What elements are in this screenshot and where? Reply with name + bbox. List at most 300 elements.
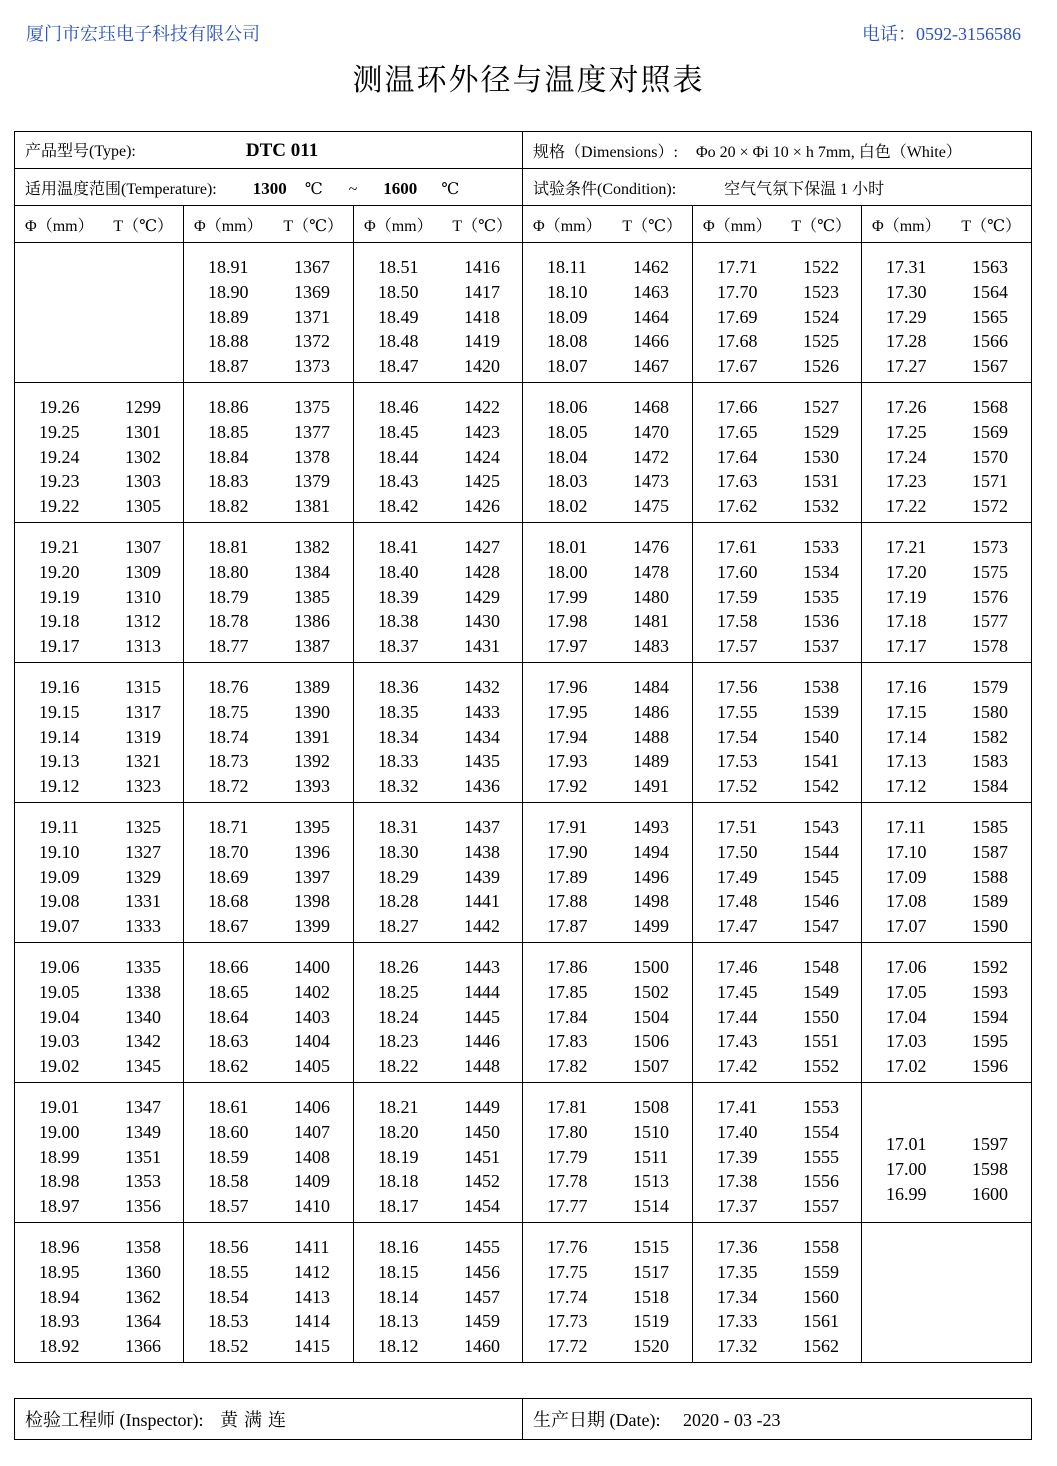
diameter-value: 17.09	[886, 866, 927, 887]
list-item	[523, 1169, 692, 1194]
condition-label: 试验条件(Condition):	[533, 180, 677, 198]
diameter-value: 17.86	[547, 957, 588, 977]
list-item	[354, 535, 522, 560]
diameter-value: 18.78	[208, 611, 249, 632]
list-item	[354, 1145, 522, 1170]
diameter-value: 19.07	[39, 916, 80, 937]
diameter-value: 18.94	[39, 1286, 80, 1307]
list-item	[523, 469, 692, 494]
diameter-value: 17.41	[717, 1097, 758, 1117]
diameter-value: 18.20	[378, 1121, 419, 1142]
list-item	[15, 1260, 183, 1285]
temperature-value: 1507	[633, 1056, 670, 1077]
temperature-value: 1587	[972, 841, 1009, 862]
temperature-value: 1466	[633, 331, 670, 352]
temperature-value: 1590	[972, 916, 1009, 937]
temperature-value: 1595	[972, 1031, 1009, 1052]
list-item	[693, 420, 861, 445]
temperature-value: 1450	[464, 1121, 500, 1142]
diameter-value: 17.11	[886, 817, 926, 837]
temperature-value: 1403	[294, 1006, 330, 1027]
diameter-value: 18.70	[208, 841, 249, 862]
inspector-name: 黄满连	[219, 1410, 292, 1430]
list-item	[354, 980, 522, 1005]
diameter-value: 17.55	[717, 701, 758, 722]
table-cell	[354, 943, 523, 1083]
list-item	[693, 329, 861, 354]
list-item	[184, 1120, 353, 1145]
list-item	[523, 1145, 692, 1170]
diameter-value: 17.35	[717, 1261, 758, 1282]
diameter-value: 18.79	[208, 586, 249, 607]
temperature-value: 1455	[464, 1237, 500, 1257]
table-cell	[862, 383, 1032, 523]
temperature-value: 1307	[125, 537, 161, 557]
diameter-value: 17.36	[717, 1237, 758, 1257]
table-cell	[862, 1223, 1032, 1363]
diameter-value: 18.67	[208, 916, 249, 937]
list-item	[15, 815, 183, 840]
list-item	[693, 255, 861, 280]
list-item	[523, 774, 692, 799]
diameter-value: 19.24	[39, 446, 80, 467]
diameter-value: 18.76	[208, 677, 249, 697]
list-item	[184, 1145, 353, 1170]
diameter-value: 17.65	[717, 421, 758, 442]
list-item	[523, 329, 692, 354]
list-item	[523, 840, 692, 865]
diameter-value: 18.05	[547, 421, 588, 442]
temperature-value: 1538	[803, 677, 840, 697]
temperature-value: 1347	[125, 1097, 161, 1117]
diameter-value: 17.16	[886, 677, 927, 697]
list-item	[15, 1309, 183, 1334]
list-item	[184, 329, 353, 354]
list-item	[862, 255, 1031, 280]
diameter-value: 18.95	[39, 1261, 80, 1282]
temperature-value: 1373	[294, 356, 330, 377]
date-cell	[523, 1399, 1032, 1440]
diameter-value: 17.44	[717, 1006, 758, 1027]
temperature-value: 1448	[464, 1056, 500, 1077]
diameter-value: 17.79	[547, 1146, 588, 1167]
diameter-value: 18.12	[378, 1336, 419, 1357]
temperature-value: 1384	[294, 561, 330, 582]
temperature-value: 1426	[464, 496, 500, 517]
diameter-value: 17.25	[886, 421, 927, 442]
temperature-value: 1502	[633, 981, 670, 1002]
temperature-value: 1358	[125, 1237, 161, 1257]
list-item	[15, 1145, 183, 1170]
diameter-value: 17.98	[547, 611, 588, 632]
list-item	[354, 560, 522, 585]
temp-low: 1300	[252, 178, 287, 198]
table-cell	[15, 523, 184, 663]
list-item	[862, 675, 1031, 700]
diameter-value: 18.72	[208, 776, 249, 797]
diameter-value: 17.78	[547, 1171, 588, 1192]
list-item	[354, 1029, 522, 1054]
table-cell	[15, 663, 184, 803]
temperature-value: 1473	[633, 471, 670, 492]
diameter-value: 17.39	[717, 1146, 758, 1167]
list-item	[15, 749, 183, 774]
diameter-value: 18.32	[378, 776, 419, 797]
diameter-value: 17.59	[717, 586, 758, 607]
column-header-1	[15, 206, 184, 243]
diameter-value: 18.62	[208, 1056, 249, 1077]
temperature-value: 1419	[464, 331, 500, 352]
list-item	[693, 1054, 861, 1079]
diameter-value: 19.14	[39, 726, 80, 747]
diameter-value: 18.17	[378, 1196, 419, 1217]
temperature-value: 1484	[633, 677, 670, 697]
list-item	[354, 1169, 522, 1194]
temperature-value: 1545	[803, 866, 840, 887]
temperature-value: 1345	[125, 1056, 161, 1077]
list-item	[184, 725, 353, 750]
list-item	[184, 469, 353, 494]
diameter-value: 18.08	[547, 331, 588, 352]
list-item	[693, 889, 861, 914]
diameter-value: 17.68	[717, 331, 758, 352]
list-item	[862, 980, 1031, 1005]
diameter-value: 17.75	[547, 1261, 588, 1282]
temperature-value: 1520	[633, 1336, 670, 1357]
temperature-value: 1565	[972, 306, 1009, 327]
temperature-value: 1539	[803, 701, 840, 722]
table-cell	[523, 1223, 693, 1363]
list-item	[693, 609, 861, 634]
temperature-value: 1313	[125, 636, 161, 657]
diameter-header: Φ（mm）	[703, 217, 772, 235]
diameter-value: 17.82	[547, 1056, 588, 1077]
list-item	[184, 865, 353, 890]
spec-cell	[523, 132, 1032, 169]
list-item	[354, 609, 522, 634]
date-value: 2020 - 03 -23	[682, 1410, 781, 1430]
diameter-value: 17.54	[717, 726, 758, 747]
temperature-value: 1435	[464, 751, 500, 772]
table-row	[15, 803, 1032, 943]
list-item	[862, 395, 1031, 420]
temperature-value: 1517	[633, 1261, 670, 1282]
list-item	[354, 914, 522, 939]
temperature-value: 1463	[633, 281, 670, 302]
temperature-value: 1329	[125, 866, 161, 887]
condition-value: 空气气氛下保温 1 小时	[724, 180, 885, 198]
table-cell	[184, 383, 354, 523]
temperature-value: 1530	[803, 446, 840, 467]
temperature-value: 1459	[464, 1311, 500, 1332]
diameter-value: 18.53	[208, 1311, 249, 1332]
temperature-value: 1534	[803, 561, 840, 582]
temperature-value: 1411	[294, 1237, 330, 1257]
diameter-header: Φ（mm）	[25, 217, 94, 235]
temperature-value: 1522	[803, 257, 840, 277]
temperature-value: 1566	[972, 331, 1009, 352]
diameter-value: 17.12	[886, 776, 927, 797]
temperature-value: 1600	[972, 1183, 1009, 1204]
temperature-value: 1468	[633, 397, 670, 417]
list-item	[862, 749, 1031, 774]
table-cell	[862, 523, 1032, 663]
temperature-value: 1593	[972, 981, 1009, 1002]
spec-value: Φo 20 × Φi 10 × h 7mm, 白色（White）	[695, 143, 962, 161]
diameter-value: 17.90	[547, 841, 588, 862]
temperature-value: 1422	[464, 397, 500, 417]
list-item	[354, 329, 522, 354]
temperature-value: 1397	[294, 866, 330, 887]
table-cell	[15, 803, 184, 943]
list-item	[523, 1285, 692, 1310]
temperature-value: 1576	[972, 586, 1009, 607]
diameter-value: 19.20	[39, 561, 80, 582]
temperature-value: 1402	[294, 981, 330, 1002]
diameter-value: 18.26	[378, 957, 419, 977]
temp-unit-high: ℃	[441, 180, 460, 198]
diameter-value: 18.48	[378, 331, 419, 352]
list-item	[693, 280, 861, 305]
list-item	[693, 535, 861, 560]
temperature-value: 1500	[633, 957, 670, 977]
temperature-header: T（℃）	[452, 217, 513, 235]
diameter-value: 17.64	[717, 446, 758, 467]
temperature-value: 1578	[972, 636, 1009, 657]
list-item	[693, 1309, 861, 1334]
temperature-value: 1428	[464, 561, 500, 582]
list-item	[523, 280, 692, 305]
temperature-value: 1543	[803, 817, 840, 837]
diameter-value: 17.92	[547, 776, 588, 797]
diameter-value: 17.61	[717, 537, 758, 557]
list-item	[354, 749, 522, 774]
table-row	[15, 523, 1032, 663]
diameter-value: 18.69	[208, 866, 249, 887]
list-item	[523, 914, 692, 939]
list-item	[693, 1029, 861, 1054]
table-cell	[862, 943, 1032, 1083]
diameter-value: 18.13	[378, 1311, 419, 1332]
list-item	[523, 889, 692, 914]
list-item	[862, 420, 1031, 445]
diameter-value: 18.83	[208, 471, 249, 492]
diameter-value: 17.89	[547, 866, 588, 887]
diameter-value: 18.35	[378, 701, 419, 722]
list-item	[184, 1260, 353, 1285]
temperature-value: 1527	[803, 397, 840, 417]
temperature-value: 1366	[125, 1336, 161, 1357]
phone-number: 电话：0592-3156586	[862, 24, 1021, 44]
diameter-value: 18.44	[378, 446, 419, 467]
column-header-5	[693, 206, 862, 243]
list-item	[693, 1260, 861, 1285]
temperature-value: 1439	[464, 866, 500, 887]
diameter-value: 18.42	[378, 496, 419, 517]
diameter-value: 17.88	[547, 891, 588, 912]
diameter-value: 17.14	[886, 726, 927, 747]
table-cell	[184, 803, 354, 943]
list-item	[354, 1334, 522, 1359]
list-item	[862, 1132, 1031, 1157]
list-item	[184, 1285, 353, 1310]
table-cell	[15, 383, 184, 523]
table-cell	[523, 383, 693, 523]
list-item	[693, 634, 861, 659]
diameter-value: 17.58	[717, 611, 758, 632]
temperature-value: 1379	[294, 471, 330, 492]
list-item	[862, 535, 1031, 560]
list-item	[693, 1005, 861, 1030]
temperature-value: 1321	[125, 751, 161, 772]
list-item	[523, 585, 692, 610]
temperature-value: 1449	[464, 1097, 500, 1117]
diameter-value: 19.25	[39, 421, 80, 442]
diameter-value: 17.49	[717, 866, 758, 887]
temperature-value: 1315	[125, 677, 161, 697]
temperature-value: 1418	[464, 306, 500, 327]
list-item	[15, 609, 183, 634]
temperature-value: 1312	[125, 611, 161, 632]
list-item	[184, 494, 353, 519]
temperature-value: 1443	[464, 957, 500, 977]
list-item	[523, 865, 692, 890]
list-item	[184, 955, 353, 980]
list-item	[15, 560, 183, 585]
list-item	[693, 840, 861, 865]
diameter-value: 17.66	[717, 397, 758, 417]
list-item	[354, 395, 522, 420]
diameter-value: 18.04	[547, 446, 588, 467]
list-item	[354, 1235, 522, 1260]
inspector-cell	[15, 1399, 523, 1440]
list-item	[523, 305, 692, 330]
type-label: 产品型号(Type):	[25, 143, 136, 160]
diameter-value: 18.40	[378, 561, 419, 582]
temperature-value: 1563	[972, 257, 1009, 277]
temperature-value: 1572	[972, 496, 1009, 517]
list-item	[693, 494, 861, 519]
diameter-value: 18.90	[208, 281, 249, 302]
diameter-value: 18.63	[208, 1031, 249, 1052]
temperature-value: 1540	[803, 726, 840, 747]
list-item	[523, 634, 692, 659]
temperature-value: 1407	[294, 1121, 330, 1142]
diameter-value: 17.34	[717, 1286, 758, 1307]
diameter-value: 18.86	[208, 397, 249, 417]
diameter-value: 19.22	[39, 496, 80, 517]
diameter-value: 17.57	[717, 636, 758, 657]
diameter-value: 17.84	[547, 1006, 588, 1027]
table-row	[15, 1223, 1032, 1363]
diameter-value: 19.03	[39, 1031, 80, 1052]
list-item	[523, 255, 692, 280]
diameter-value: 17.96	[547, 677, 588, 697]
temperature-value: 1582	[972, 726, 1009, 747]
temperature-value: 1420	[464, 356, 500, 377]
diameter-value: 17.43	[717, 1031, 758, 1052]
temperature-value: 1310	[125, 586, 161, 607]
table-cell	[862, 1083, 1032, 1223]
list-item	[184, 700, 353, 725]
list-item	[15, 445, 183, 470]
list-item	[15, 1285, 183, 1310]
diameter-header: Φ（mm）	[533, 217, 602, 235]
list-item	[354, 955, 522, 980]
list-item	[354, 865, 522, 890]
list-item	[523, 609, 692, 634]
list-item	[184, 980, 353, 1005]
diameter-value: 18.80	[208, 561, 249, 582]
temperature-value: 1405	[294, 1056, 330, 1077]
company-name: 厦门市宏珏电子科技有限公司	[26, 24, 260, 44]
list-item	[354, 889, 522, 914]
diameter-value: 19.05	[39, 981, 80, 1002]
temperature-value: 1410	[294, 1196, 330, 1217]
temperature-value: 1584	[972, 776, 1009, 797]
list-item	[862, 560, 1031, 585]
temperature-value: 1526	[803, 356, 840, 377]
diameter-value: 18.73	[208, 751, 249, 772]
list-item	[693, 1235, 861, 1260]
table-cell	[862, 663, 1032, 803]
list-item	[862, 1029, 1031, 1054]
temperature-value: 1559	[803, 1261, 840, 1282]
diameter-value: 17.48	[717, 891, 758, 912]
diameter-value: 18.29	[378, 866, 419, 887]
diameter-value: 19.21	[39, 537, 80, 557]
diameter-value: 17.50	[717, 841, 758, 862]
diameter-value: 18.51	[378, 257, 419, 277]
diameter-value: 17.91	[547, 817, 588, 837]
temperature-value: 1592	[972, 957, 1009, 977]
diameter-value: 18.31	[378, 817, 419, 837]
column-header-4	[523, 206, 693, 243]
diameter-value: 18.21	[378, 1097, 419, 1117]
diameter-value: 18.52	[208, 1336, 249, 1357]
temperature-value: 1488	[633, 726, 670, 747]
temperature-value: 1568	[972, 397, 1009, 417]
diameter-value: 17.70	[717, 281, 758, 302]
diameter-value: 18.68	[208, 891, 249, 912]
temperature-value: 1551	[803, 1031, 840, 1052]
temperature-value: 1573	[972, 537, 1009, 557]
diameter-value: 18.41	[378, 537, 419, 557]
list-item	[523, 675, 692, 700]
temperature-value: 1585	[972, 817, 1009, 837]
temperature-value: 1557	[803, 1196, 840, 1217]
list-item	[184, 255, 353, 280]
temperature-value: 1356	[125, 1196, 161, 1217]
diameter-value: 17.18	[886, 611, 927, 632]
temperature-value: 1446	[464, 1031, 500, 1052]
diameter-value: 18.82	[208, 496, 249, 517]
diameter-value: 17.60	[717, 561, 758, 582]
inspector-label: 检验工程师 (Inspector):	[25, 1410, 204, 1430]
list-item	[15, 1334, 183, 1359]
list-item	[693, 774, 861, 799]
list-item	[354, 634, 522, 659]
diameter-value: 18.16	[378, 1237, 419, 1257]
temperature-value: 1413	[294, 1286, 330, 1307]
list-item	[862, 280, 1031, 305]
temperature-value: 1389	[294, 677, 330, 697]
diameter-value: 17.17	[886, 636, 927, 657]
diameter-value: 19.13	[39, 751, 80, 772]
diameter-value: 18.60	[208, 1121, 249, 1142]
temperature-value: 1417	[464, 281, 500, 302]
temperature-value: 1483	[633, 636, 670, 657]
